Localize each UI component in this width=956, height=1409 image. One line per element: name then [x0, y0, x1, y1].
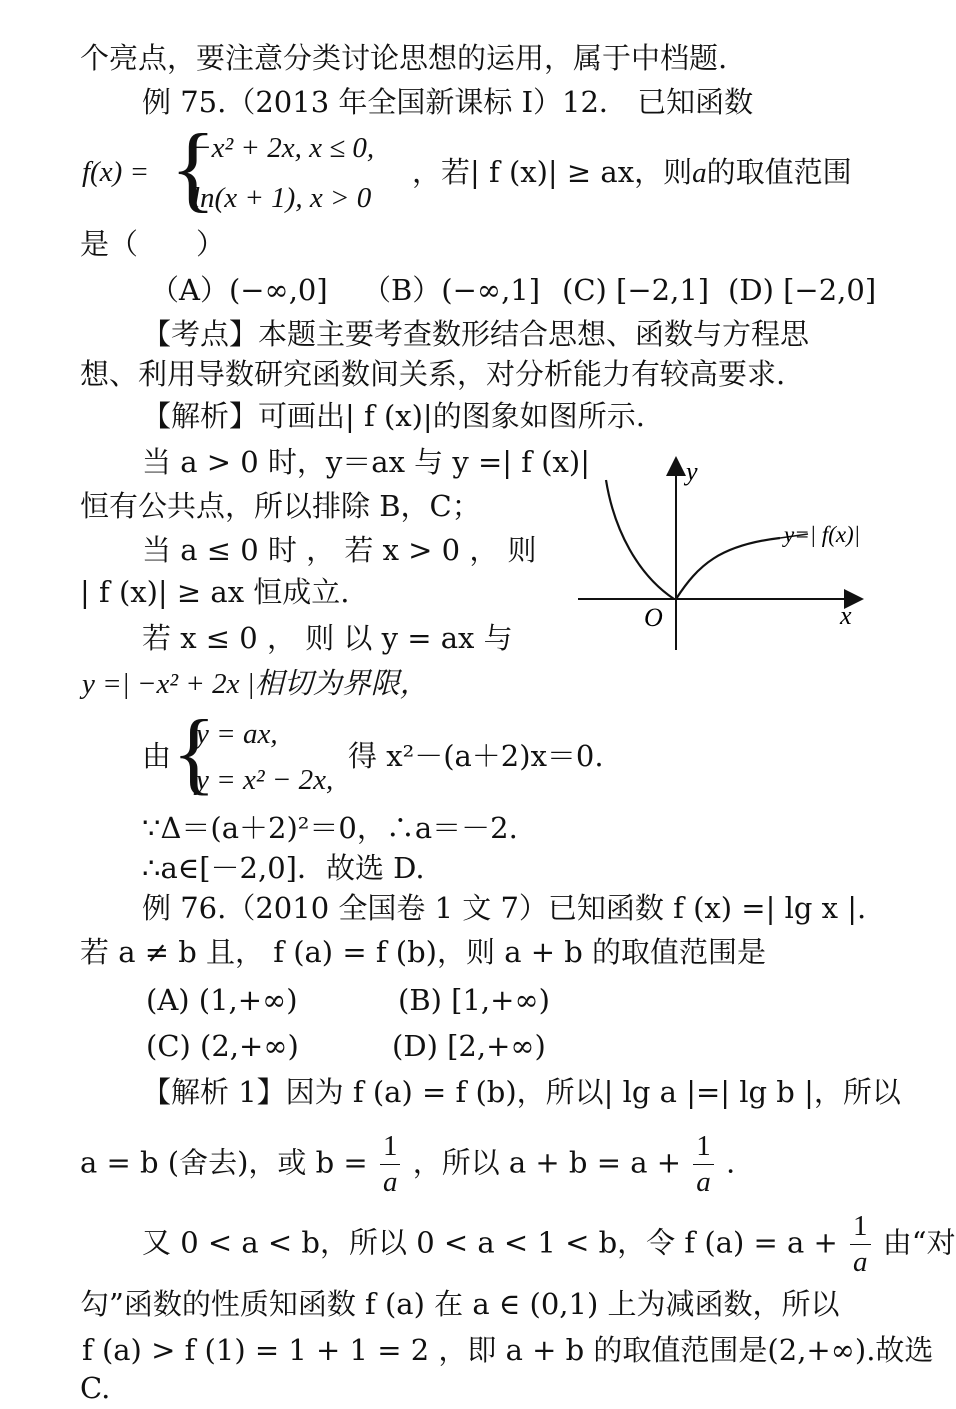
analysis-line-1: 【解析】可画出| f (x)|的图象如图所示. [142, 399, 645, 433]
solution-line: ∴a∈[－2,0]．故选 D. [142, 851, 425, 885]
function-graph [570, 450, 870, 660]
solution-line: | f (x)| ≥ ax 恒成立. [80, 575, 350, 609]
condition-text: ，若| f (x)| ≥ ax，则a的取值范围 [412, 155, 852, 189]
option-a: (A) (1,+∞) [146, 983, 298, 1017]
y-label: y [686, 457, 698, 486]
function-name: f(x) = [82, 156, 150, 188]
text-line: 勾”函数的性质知函数 f (a) 在 a ∈ (0,1) 上为减函数，所以 [80, 1287, 840, 1321]
left-curve [606, 480, 674, 599]
option-c: (C) (2,+∞) [146, 1029, 299, 1063]
solution-line: 当 a > 0 时，y＝ax 与 y =| f (x)| [142, 445, 590, 479]
solution-line: 恒有公共点，所以排除 B，C； [80, 489, 481, 523]
option-b: （B）(−∞,1] [362, 273, 541, 307]
analysis-line-1: 【解析 1】因为 f (a) = f (b)，所以| lg a |=| lg b |，所以 [142, 1075, 901, 1109]
piecewise-case-1: −x² + 2x, x ≤ 0, [192, 132, 375, 164]
fraction-one-over-a: $\frac{1}{a}$ [850, 1212, 871, 1277]
right-curve [676, 538, 780, 599]
system-brace: { [172, 701, 217, 803]
option-d: (D) [2,+∞) [392, 1029, 546, 1063]
left-brace: { [170, 114, 217, 221]
curve-label: y=| f(x)| [784, 522, 861, 547]
solution-line: 得 x²－(a＋2)x＝0. [348, 739, 604, 773]
solution-line: ∵Δ＝(a＋2)²＝0，∴a＝－2. [142, 811, 518, 845]
text-line: f (a) > f (1) = 1 + 1 = 2 ，即 a + b 的取值范围是(2,+∞).故选 [82, 1333, 934, 1367]
example-75-heading: 例 75.（2013 年全国新课标 I）12． 已知函数 [142, 85, 754, 119]
system-eq-2: y = x² − 2x, [196, 764, 334, 796]
kaodian-line-2: 想、利用导数研究函数间关系，对分析能力有较高要求. [80, 357, 786, 391]
option-c: (C) [−2,1] [562, 273, 710, 307]
solution-line: 若 x ≤ 0 ， 则 以 y = ax 与 [142, 621, 513, 655]
fraction-line: 又 0 < a < b，所以 0 < a < 1 < b，令 f (a) = a + $\frac{1}{a}$ 由“对 [142, 1210, 956, 1278]
solution-you: 由 [142, 739, 172, 773]
system-eq-1: y = ax, [196, 718, 278, 750]
solution-line: y =| −x² + 2x |相切为界限， [82, 668, 429, 700]
text-line: C. [80, 1371, 111, 1405]
text-line: 是（ ） [80, 227, 226, 261]
origin-label: O [644, 603, 663, 632]
fraction-line: a = b (舍去)，或 b = $\frac{1}{a}$ ，所以 a + b = a + $\frac{1}{a}$ . [80, 1130, 736, 1198]
kaodian-line-1: 【考点】本题主要考查数形结合思想、函数与方程思 [142, 317, 810, 351]
fraction-one-over-a: $\frac{1}{a}$ [380, 1132, 401, 1197]
text-line: 若 a ≠ b 且， f (a) = f (b)，则 a + b 的取值范围是 [80, 935, 767, 969]
x-label: x [840, 601, 852, 630]
option-a: （A）(−∞,0] [150, 273, 328, 307]
fraction-one-over-a: $\frac{1}{a}$ [693, 1132, 714, 1197]
text-line: 个亮点，要注意分类讨论思想的运用，属于中档题. [80, 41, 728, 75]
example-76-heading: 例 76.（2010 全国卷 1 文 7）已知函数 f (x) =| lg x |. [142, 891, 867, 925]
option-d: (D) [−2,0] [728, 273, 877, 307]
option-b: (B) [1,+∞) [398, 983, 550, 1017]
solution-line: 当 a ≤ 0 时 ， 若 x > 0 ， 则 [142, 533, 537, 567]
piecewise-case-2: ln(x + 1), x > 0 [192, 182, 372, 214]
